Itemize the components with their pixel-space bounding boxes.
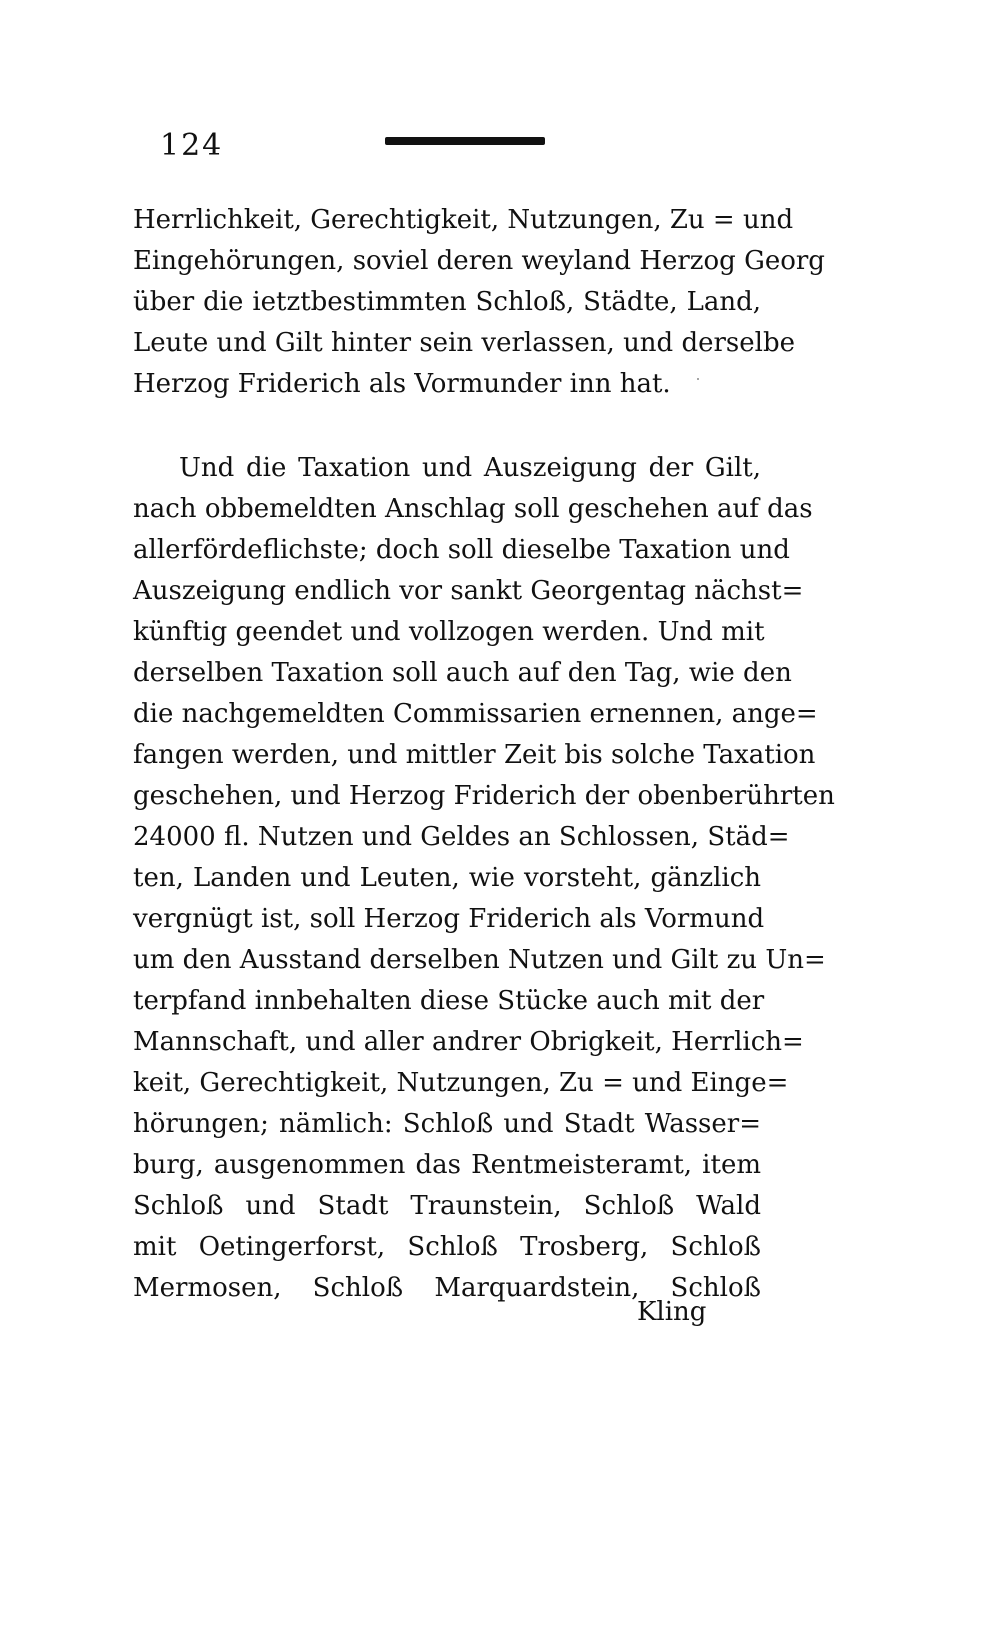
text-line: über die ietztbestimmten Schloß, Städte, Land, [133, 287, 761, 317]
text-line: Auszeigung endlich vor sankt Georgentag nächst= [133, 576, 804, 606]
text-line: Mermosen, Schloß Marquardstein, Schloß [133, 1273, 761, 1303]
paragraph-2 [133, 448, 835, 1309]
text-line: Herrlichkeit, Gerechtigkeit, Nutzungen, Zu = und [133, 205, 794, 235]
text-line: burg, ausgenommen das Rentmeisteramt, item [133, 1150, 761, 1180]
text-line: die nachgemeldten Commissarien ernennen, ange= [133, 699, 818, 729]
text-line: Leute und Gilt hinter sein verlassen, und derselbe [133, 328, 795, 358]
text-line: Und die Taxation und Auszeigung der Gilt, [179, 453, 761, 483]
page-number: 124 [160, 128, 224, 163]
paragraph-1 [133, 200, 825, 405]
text-line: Herzog Friderich als Vormunder inn hat. [133, 369, 671, 399]
text-line: Mannschaft, und aller andrer Obrigkeit, Herrlich= [133, 1027, 804, 1057]
text-line: nach obbemeldten Anschlag soll geschehen auf das [133, 494, 813, 524]
text-line: keit, Gerechtigkeit, Nutzungen, Zu = und Einge= [133, 1068, 789, 1098]
text-line: ten, Landen und Leuten, wie vorsteht, gänzlich [133, 863, 761, 893]
text-line: Schloß und Stadt Traunstein, Schloß Wald [133, 1191, 761, 1221]
text-line: vergnügt ist, soll Herzog Friderich als Vormund [133, 904, 765, 934]
text-line: fangen werden, und mittler Zeit bis solche Taxation [133, 740, 816, 770]
text-line: hörungen; nämlich: Schloß und Stadt Wasser= [133, 1109, 761, 1139]
text-line: 24000 fl. Nutzen und Geldes an Schlossen, Städ= [133, 822, 790, 852]
header-rule [385, 137, 545, 145]
text-line: mit Oetingerforst, Schloß Trosberg, Schloß [133, 1232, 761, 1262]
text-line: künftig geendet und vollzogen werden. Und mit [133, 617, 765, 647]
text-line: Eingehörungen, soviel deren weyland Herzog Georg [133, 246, 825, 276]
text-line: derselben Taxation soll auch auf den Tag, wie den [133, 658, 792, 688]
text-line: terpfand innbehalten diese Stücke auch mit der [133, 986, 765, 1016]
text-line: geschehen, und Herzog Friderich der obenberührten [133, 781, 835, 811]
text-line: allerfördeflichste; doch soll dieselbe Taxation und [133, 535, 790, 565]
text-line: um den Ausstand derselben Nutzen und Gilt zu Un= [133, 945, 826, 975]
catchword: Kling [637, 1297, 707, 1327]
